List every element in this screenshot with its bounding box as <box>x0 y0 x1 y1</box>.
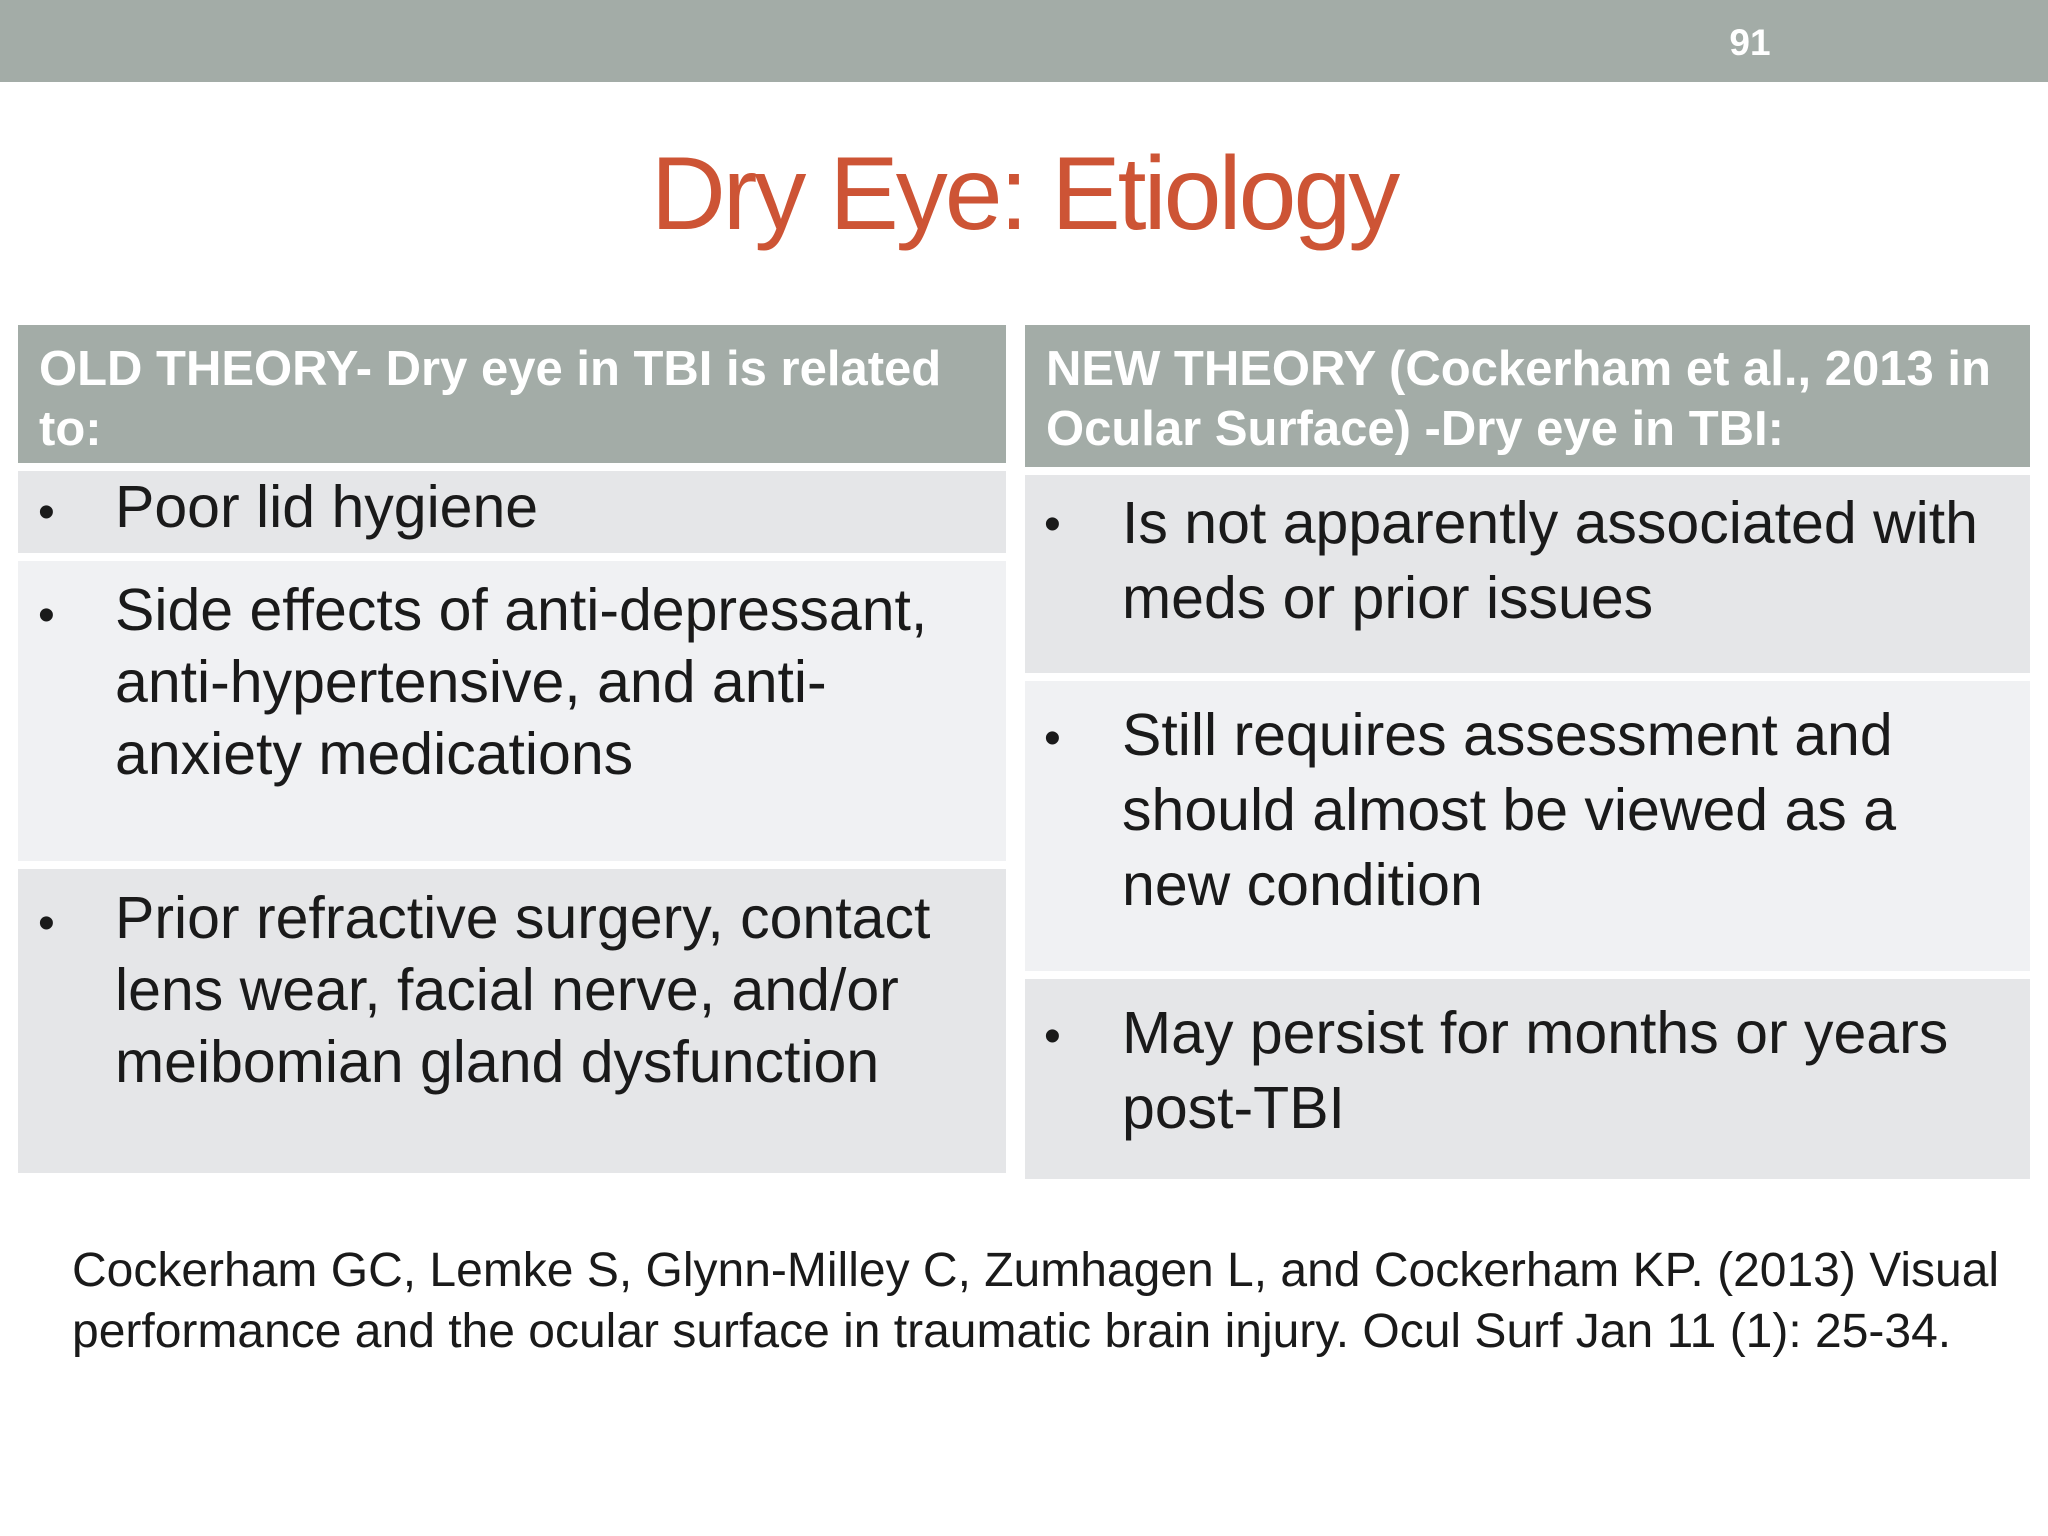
bullet: • <box>38 897 55 950</box>
page-number: 91 <box>1729 22 1771 63</box>
new-theory-header: NEW THEORY (Cockerham et al., 2013 in Ocular Surface) -Dry eye in TBI: <box>1025 325 2030 467</box>
bullet: • <box>38 486 55 539</box>
old-theory-item <box>18 561 1006 861</box>
old-theory-item-text: Side effects of anti-depressant, anti-hypertensive, and anti-anxiety medications <box>115 577 928 787</box>
bullet: • <box>1044 498 1061 551</box>
new-theory-item <box>1025 475 2030 673</box>
new-theory-column <box>1025 325 2030 1179</box>
old-theory-item-text: Prior refractive surgery, contact lens wear, facial nerve, and/or meibomian gland dysfunction <box>115 885 931 1095</box>
old-theory-item <box>18 471 1006 553</box>
new-theory-item <box>1025 979 2030 1179</box>
top-bar <box>0 0 2048 82</box>
new-theory-item-text: Is not apparently associated with meds or prior issues <box>1122 490 1978 631</box>
slide-title: Dry Eye: Etiology <box>650 136 1398 252</box>
bullet: • <box>1044 1010 1061 1063</box>
bullet: • <box>38 589 55 642</box>
new-theory-item <box>1025 681 2030 971</box>
old-theory-column <box>18 325 1006 1173</box>
citation: Cockerham GC, Lemke S, Glynn-Milley C, Zumhagen L, and Cockerham KP. (2013) Visual performance and the ocular surface in traumatic brain injury. Ocul Surf Jan 11 (1): 25-34. <box>72 1244 2000 1358</box>
new-theory-item-text: Still requires assessment and should almost be viewed as a new condition <box>1122 702 1897 918</box>
bullet: • <box>1044 712 1061 765</box>
old-theory-header: OLD THEORY- Dry eye in TBI is related to: <box>18 325 1006 463</box>
old-theory-item-text: Poor lid hygiene <box>115 474 539 540</box>
new-theory-item-text: May persist for months or years post-TBI <box>1122 1000 1949 1141</box>
old-theory-item <box>18 869 1006 1173</box>
